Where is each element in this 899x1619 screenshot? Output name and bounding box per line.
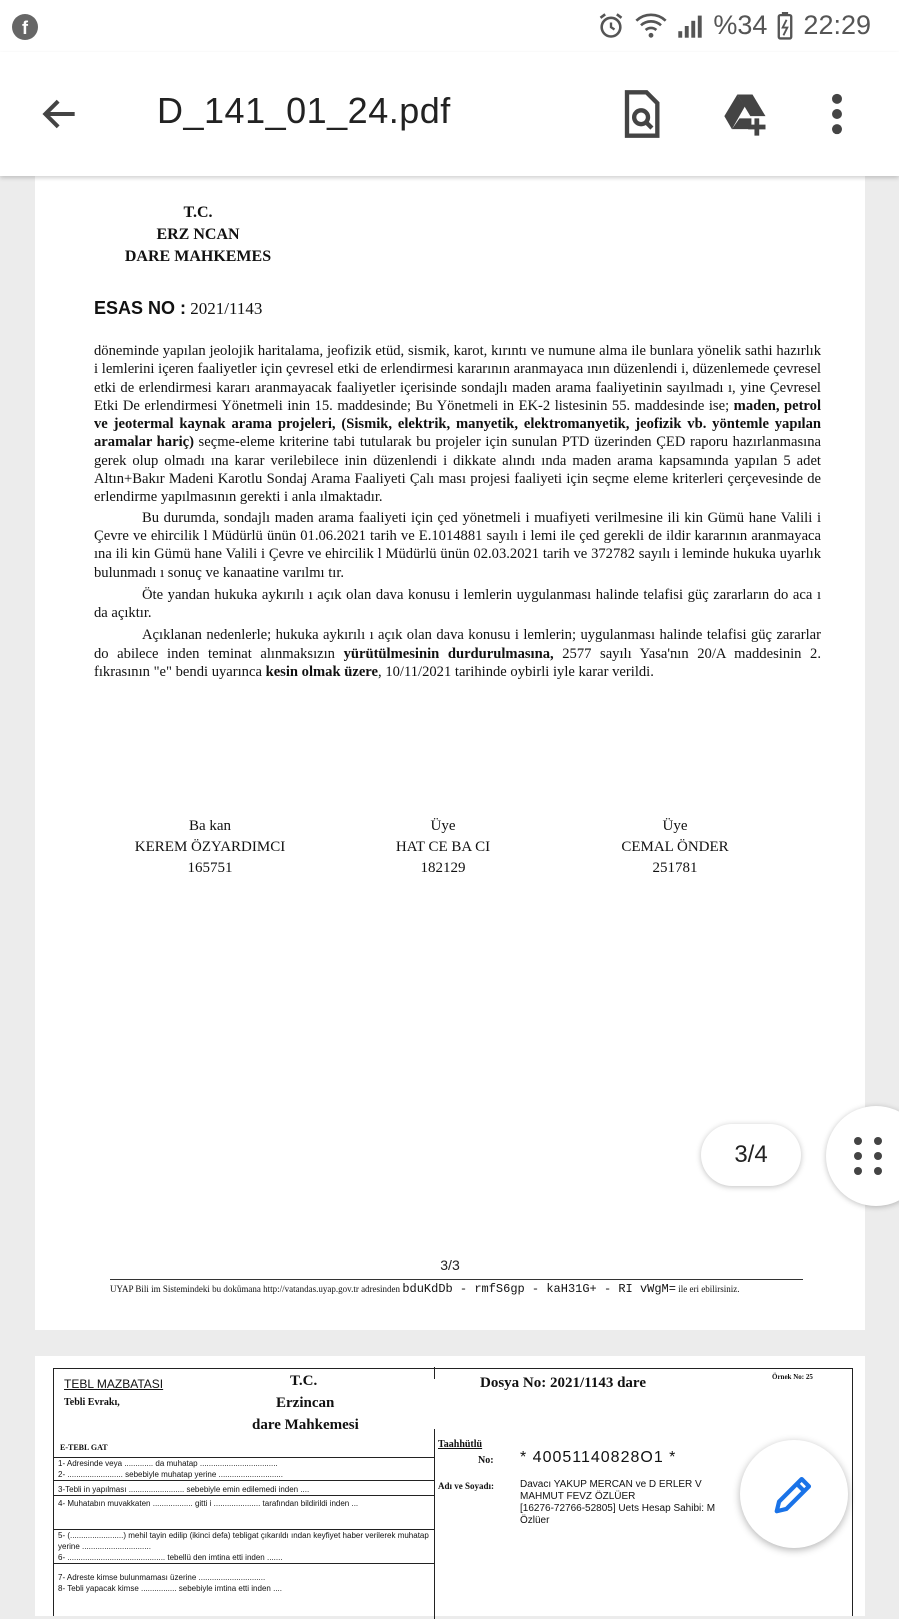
- edit-fab-button[interactable]: [740, 1440, 848, 1548]
- clock: 22:29: [803, 10, 871, 40]
- battery-percent: %34: [713, 10, 768, 40]
- page-number: 3/3: [440, 1257, 460, 1273]
- search-document-icon[interactable]: [614, 88, 666, 140]
- etebligat-label: E-TEBL GAT: [60, 1443, 108, 1452]
- esas-value: 2021/1143: [190, 299, 263, 318]
- signature-chair: Ba kan KEREM ÖZYARDIMCI 165751: [134, 818, 286, 876]
- signature-member-2: Üye CEMAL ÖNDER 251781: [621, 818, 729, 876]
- more-options-icon[interactable]: [822, 88, 852, 140]
- tebligat-rows: 1- Adresinde veya ............. da muhatap ................................... 2- ......................... sebebiyle muhatap yerine ............................. 3-Tebli in yapılması ......................... sebebiyle emin edilemedi inden .... 4- Muhatabın muvakkaten .................. gitti i ..................... tarafından bildirildi inden ... 5- (........................) mehil tayin edilip (ikinci defa) tebligat çıkarıldı ından keyfiyet haber verilerek muhatap yerine ............................... 6- ............................................ tebellü den imtina etti inden ....... 7- Adreste kimse bulunmaması üzerine .............................. 8- Tebli yapacak kimse ................ sebebiyle imtina etti inden ....: [54, 1457, 434, 1594]
- status-bar: [0, 0, 899, 52]
- header-tc: T.C.: [183, 204, 213, 221]
- adi-label: Adı ve Soyadı:: [438, 1481, 495, 1491]
- form-city: Erzincan: [276, 1395, 335, 1411]
- dosya-no: Dosya No: 2021/1143 dare: [480, 1375, 646, 1391]
- footer-divider: [110, 1279, 803, 1280]
- battery-icon: [777, 12, 793, 40]
- paragraph-3: Öte yandan hukuka aykırılı ı açık olan dava konusu i lemlerin uygulanması halinde telafisi güç zararların do aca ı da açıktır.: [94, 586, 821, 622]
- recipient: Davacı YAKUP MERCAN ve D ERLER V MAHMUT FEVZ ÖZLÜER [16276-72766-52805] Uets Hesap Sahibi: M Özlüer: [520, 1479, 716, 1526]
- app-bar: [0, 52, 899, 176]
- header-court: DARE MAHKEMES: [124, 248, 272, 265]
- paragraph-1: döneminde yapılan jeolojik haritalama, jeofizik etüd, sismik, karot, kırıntı ve numune alma ile bunlara yönelik sathi hazırlık i lemlerini içeren faaliyetler için çevresel etki de erlendirmesi kararının aranmayaca ının düzenlendi i, düzenlemede çevresel etki de erlendirmesi kararı aranmayacak faaliyetler içerisinde sondajlı maden arama faaliyetinin sayılmadı ı, yine Çevresel Etki De erlendirmesi Yönetmeli inin 15. maddesinde; Bu Yönetmeli in EK-2 listesinin 55. maddesinde ise; maden, petrol ve jeotermal kaynak arama projeleri, (Sismik, elektrik, manyetik, elektromanyetik, jeofizik vb. yöntemle yapılan aramalar hariç) seçme-eleme kriterine tabi tutularak bu projeler için sunulan PTD üzerinden ÇED raporu hazırlanmasına gerek olup olmadı ına karar verilebilece inin düzenlendi i dikkate alındı ında maden arama kapsamında yapılan 5 adet Altın+Bakır Madeni Karotlu Sondaj Arama Faaliyeti Çalı ması projesi faaliyeti için seçme eleme kriterleri çerçevesinde de erlendirme yapılmasının gerekti i anla ılmaktadır.: [94, 343, 821, 506]
- page-indicator: 3/4: [701, 1124, 801, 1186]
- paragraph-2: Bu durumda, sondajlı maden arama faaliyeti için çed yönetmeli i muafiyeti verilmesine ili kin Gümü hane Valili i Çevre ve ehircilik l Müdürlü ünün 01.06.2021 tarih ve E.1014881 sayılı i lemi ile çed gerekli de ildir kararının aranmayaca ına ili kin Gümü hane Valili i Çevre ve ehircilik l Müdürlü ünün 02.03.2021 tarih ve 372782 sayılı i leminde hukuka uyarlık bulunmadı ı sonuç ve kanaatine varılmı tır.: [94, 509, 821, 581]
- facebook-notification-icon: f: [12, 14, 38, 40]
- uyap-footer: UYAP Bili im Sistemindeki bu dokümana http://vatandas.uyap.gov.tr adresinden bduKdDb - rmfS6gp - kaH31G+ - RI vWgM= ile eri ebilirsiniz.: [110, 1282, 740, 1296]
- add-to-drive-icon[interactable]: [718, 88, 774, 140]
- signature-member-1: Üye HAT CE BA CI 182129: [395, 818, 491, 876]
- tebli-evraki: Tebli Evrakı,: [64, 1397, 120, 1408]
- form-tc: T.C.: [290, 1373, 318, 1389]
- form-court: dare Mahkemesi: [252, 1417, 359, 1433]
- taahhutlu-label: Taahhütlü: [438, 1439, 483, 1450]
- alarm-icon: [597, 12, 625, 40]
- paragraph-4: Açıklanan nedenlerle; hukuka aykırılı ı açık olan dava konusu i lemlerin; uygulanması halinde telafisi güç zararlar do abilece inden teminat alınmaksızın yürütülmesinin durdurulmasına, 2577 sayılı Yasa'nın 20/A maddesinin 2. fıkrasının "e" bendi uyarınca kesin olmak üzere, 10/11/2021 tarihinde oybirli iyle karar verildi.: [94, 627, 821, 681]
- decision-text: [94, 342, 821, 681]
- ornek-no: Örnek No: 25: [772, 1373, 813, 1381]
- grid-dots-icon: [853, 1136, 883, 1176]
- no-label: No:: [478, 1455, 494, 1466]
- wifi-icon: [635, 12, 667, 40]
- file-name-title: D_141_01_24.pdf: [157, 90, 451, 131]
- status-right: [597, 10, 871, 41]
- pencil-icon: [771, 1471, 817, 1517]
- esas-label: ESAS NO :: [94, 298, 187, 318]
- form-left-title: TEBL MAZBATASI: [64, 1377, 164, 1391]
- barcode-number: * 40051140828O1 *: [520, 1449, 677, 1466]
- tebligat-form: [53, 1368, 853, 1616]
- header-city: ERZ NCAN: [156, 226, 240, 243]
- esas-number: [94, 298, 262, 319]
- verification-code: bduKdDb - rmfS6gp - kaH31G+ - RI vWgM=: [402, 1282, 676, 1296]
- signal-icon: [677, 13, 703, 39]
- back-arrow-icon[interactable]: [38, 92, 82, 136]
